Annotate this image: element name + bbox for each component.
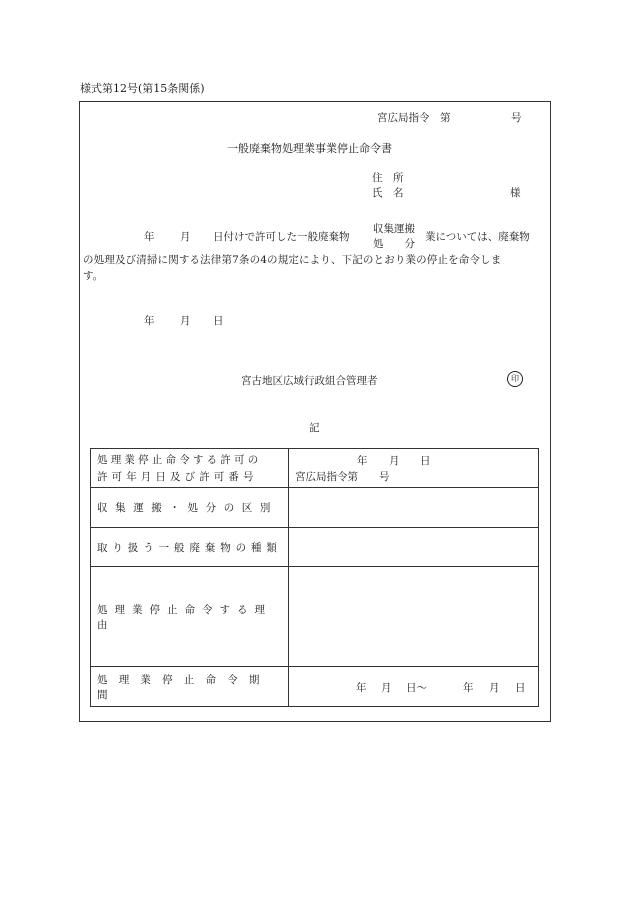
- table-row: [91, 667, 539, 707]
- category-value-cell: [289, 488, 539, 528]
- issuer-name: 宮古地区広域行政組合管理者: [241, 375, 378, 387]
- date-month: 月: [180, 315, 191, 327]
- honorific-sama: 様: [510, 187, 521, 199]
- period-value-cell: [289, 667, 539, 707]
- table-row: [91, 488, 539, 528]
- category-label-cell: 収集運搬・処分の区別: [91, 488, 289, 528]
- order-number-prefix: 宮広局指令 第: [377, 112, 451, 124]
- name-label: 氏 名: [372, 187, 404, 199]
- body-line2: の処理及び清掃に関する法律第7条の4の規定により、下記のとおり業の停止を命令しま: [83, 254, 502, 266]
- details-table: [90, 448, 539, 707]
- table-row: [91, 528, 539, 567]
- order-number-suffix: 号: [511, 112, 522, 124]
- body-day-text: 日付けで許可した一般廃棄物: [213, 231, 350, 243]
- body-year: 年: [144, 231, 155, 243]
- disposal-option: 処 分: [373, 238, 415, 250]
- body-line3: す。: [83, 270, 104, 282]
- address-label: 住 所: [372, 172, 404, 184]
- waste-type-value-cell: [289, 528, 539, 567]
- date-year: 年: [144, 315, 155, 327]
- table-row: [91, 449, 539, 488]
- permit-day: 日: [420, 454, 431, 467]
- period-end-day: 日: [515, 681, 526, 694]
- date-day: 日: [213, 315, 224, 327]
- reason-value-cell: [289, 567, 539, 667]
- period-start-month: 月: [381, 681, 392, 694]
- ki-heading: 記: [309, 422, 320, 434]
- permit-info-value-cell: [289, 449, 539, 488]
- document-title: 一般廃棄物処理業事業停止命令書: [227, 142, 392, 155]
- period-end-year: 年: [463, 681, 474, 694]
- seal-icon: 印: [507, 371, 523, 387]
- period-start-year: 年: [356, 681, 367, 694]
- body-month: 月: [180, 231, 191, 243]
- collection-transport-option: 収集運搬: [373, 223, 415, 235]
- reason-label-cell: 処理業停止命令する理由: [91, 567, 289, 667]
- waste-type-label-cell: 取り扱う一般廃棄物の種類: [91, 528, 289, 567]
- permit-info-label-cell: [91, 449, 289, 488]
- permit-month: 月: [389, 454, 400, 467]
- body-line1-rest: 業については、廃棄物: [425, 231, 530, 243]
- period-end-month: 月: [489, 681, 500, 694]
- permit-label-line1: 処理業停止命令する許可の: [97, 454, 262, 466]
- table-row: [91, 567, 539, 667]
- permit-year: 年: [357, 454, 368, 467]
- form-number-label: 様式第12号(第15条関係): [80, 82, 205, 95]
- period-start-day: 日〜: [406, 681, 427, 694]
- permit-number: 宮広局指令第 号: [295, 470, 390, 483]
- period-label-cell: 処理業停止命令期間: [91, 667, 289, 707]
- permit-label-line2: 許可年月日及び許可番号: [97, 471, 258, 483]
